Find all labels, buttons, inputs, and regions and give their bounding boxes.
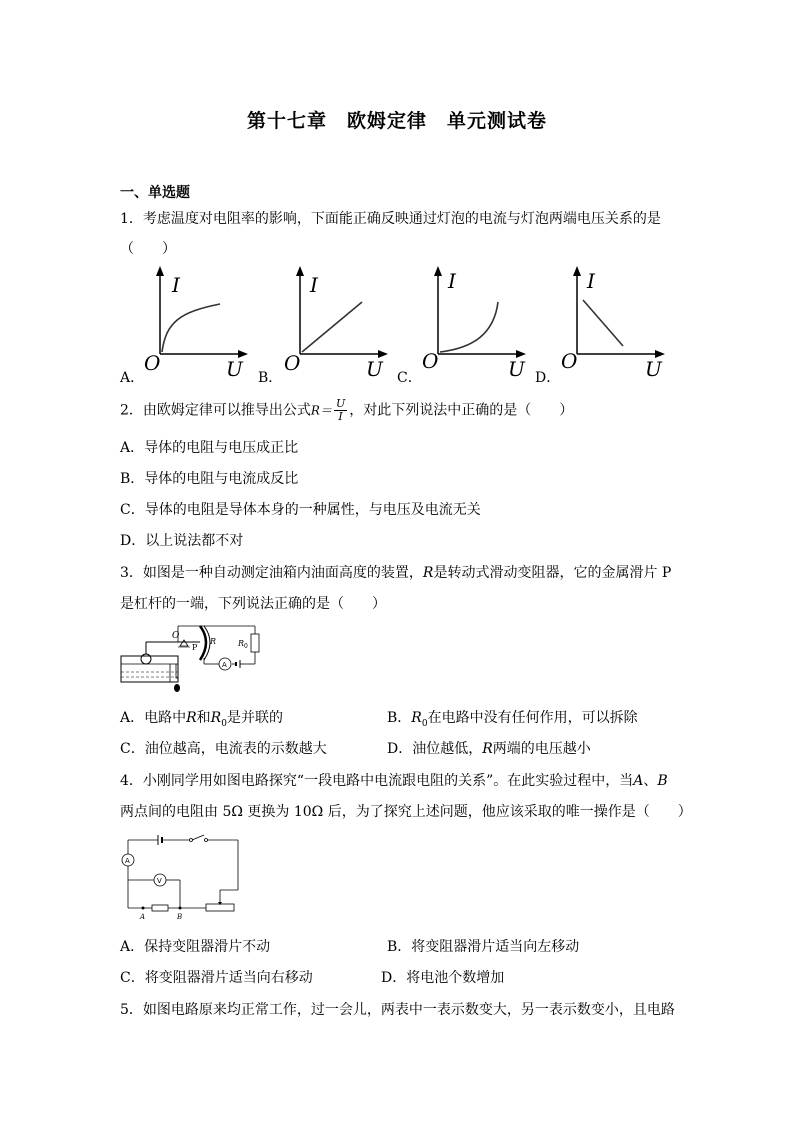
q3-option-d-pre: D．油位越低， — [387, 741, 483, 757]
q2-option-a: A．导体的电阻与电压成正比 — [120, 440, 299, 456]
q1-graph-d-y-label: I — [587, 269, 595, 293]
q3-fig-label-o: O — [172, 631, 180, 641]
q4-stem-a: A — [633, 773, 644, 789]
q4-fig-point-a: A — [140, 913, 146, 921]
q3-stem-line1 — [120, 562, 671, 582]
q3-option-d-r: R — [482, 741, 493, 757]
q3-option-b-pre: B． — [387, 710, 412, 726]
q4-stem-pre: 4．小刚同学用如图电路探究“一段电路中电流跟电阻的关系”。在此实验过程中，当 — [120, 773, 634, 789]
q4-circuit-diagram — [118, 830, 246, 922]
q3-option-b-post: 在电路中没有任何作用，可以拆除 — [427, 710, 638, 726]
q1-graph-c-origin: O — [422, 349, 439, 373]
q3-option-a-mid: 和 — [196, 710, 211, 726]
page-title: 第十七章 欧姆定律 单元测试卷 — [246, 110, 547, 132]
q3-fig-label-p: P — [192, 643, 198, 652]
q4-fig-ammeter-label: A — [125, 857, 130, 865]
q3-fig-ammeter-label: A — [222, 661, 227, 669]
q4-option-b: B．将变阻器滑片适当向左移动 — [387, 939, 580, 955]
q4-fig-voltmeter-label: V — [157, 877, 162, 885]
q3-stem-r: R — [422, 565, 434, 581]
q3-fig-label-r0-sub: 0 — [244, 643, 248, 650]
q2-stem — [120, 398, 573, 423]
q1-graph-a-origin: O — [144, 351, 161, 375]
q4-option-a: A．保持变阻器滑片不动 — [120, 939, 271, 955]
q1-graph-d-origin: O — [561, 349, 578, 373]
q3-oil-tank-diagram — [118, 620, 268, 698]
q3-option-d-post: 两端的电压越小 — [492, 741, 591, 757]
q3-option-b-r0: R — [411, 710, 422, 726]
q2-option-c: C．导体的电阻是导体本身的一种属性，与电压及电流无关 — [120, 502, 481, 518]
q4-stem-b: B — [657, 773, 668, 789]
q1-option-d-label: D． — [535, 370, 561, 386]
section-heading: 一、单选题 — [120, 185, 190, 201]
q1-graph-a-y-label: I — [172, 273, 180, 297]
q4-stem-line2: 两点间的电阻由 5Ω 更换为 10Ω 后，为了探究上述问题，他应该采取的唯一操作是（ ） — [120, 804, 692, 820]
q1-stem-line1: 1．考虑温度对电阻率的影响，下面能正确反映通过灯泡的电流与灯泡两端电压关系的是 — [120, 211, 661, 227]
q3-option-d — [387, 738, 591, 758]
q1-graph-b-y-label: I — [310, 273, 318, 297]
q1-graph-c-y-label: I — [448, 269, 456, 293]
q3-option-a — [120, 707, 283, 729]
q3-stem-pre: 3．如图是一种自动测定油箱内油面高度的装置， — [120, 565, 423, 581]
q1-graph-d-x-label: U — [645, 357, 662, 381]
q1-graph-a — [140, 262, 265, 382]
q2-option-b: B．导体的电阻与电流成反比 — [120, 471, 299, 487]
q3-option-a-r: R — [186, 710, 197, 726]
q4-fig-point-b: B — [177, 913, 183, 921]
q3-option-b — [387, 707, 638, 729]
q3-stem-line2: 是杠杆的一端，下列说法正确的是（ ） — [120, 596, 386, 612]
q2-stem-pre: 2．由欧姆定律可以推导出公式 — [120, 402, 311, 419]
q2-formula-fraction — [334, 398, 347, 423]
q3-option-b-r0-sub: 0 — [421, 718, 428, 729]
q1-option-a-label: A． — [120, 370, 145, 386]
q4-stem-line1 — [120, 770, 668, 790]
q3-option-a-post: 是并联的 — [226, 710, 283, 726]
q3-fig-label-r0: R — [238, 639, 245, 648]
q1-option-c-label: C． — [397, 370, 422, 386]
q3-option-a-pre: A．电路中 — [120, 710, 187, 726]
q1-stem-line2: （ ） — [120, 241, 176, 257]
q1-option-b-label: B． — [258, 370, 283, 386]
q3-fig-label-r: R — [210, 637, 217, 646]
q3-option-a-r0-sub: 0 — [221, 718, 227, 729]
q5-stem-line1: 5．如图电路原来均正常工作，过一会儿，两表中一表示数变大，另一表示数变小，且电路 — [120, 1002, 675, 1018]
q1-graph-a-x-label: U — [226, 357, 243, 381]
q3-option-c: C．油位越高，电流表的示数越大 — [120, 741, 327, 757]
q1-graph-d — [557, 262, 682, 382]
q3-option-a-r0: R — [210, 710, 222, 726]
q4-stem-sep: 、 — [643, 773, 658, 789]
q1-graph-c — [418, 262, 543, 382]
q2-formula-denominator: I — [338, 410, 343, 423]
q2-stem-post: ，对此下列说法中正确的是（ ） — [349, 402, 574, 419]
q1-graph-b — [280, 262, 405, 382]
q2-option-d: D．以上说法都不对 — [120, 533, 244, 549]
q4-option-c: C．将变阻器滑片适当向右移动 — [120, 970, 313, 986]
q4-option-d: D．将电池个数增加 — [381, 970, 505, 986]
q1-graph-b-x-label: U — [366, 357, 383, 381]
q1-graph-c-x-label: U — [508, 357, 525, 381]
q2-formula-lhs: R＝ — [310, 403, 332, 418]
q3-stem-post: 是转动式滑动变阻器，它的金属滑片 P — [433, 565, 672, 581]
q2-formula-numerator: U — [335, 397, 346, 410]
q1-graph-b-origin: O — [284, 351, 301, 375]
